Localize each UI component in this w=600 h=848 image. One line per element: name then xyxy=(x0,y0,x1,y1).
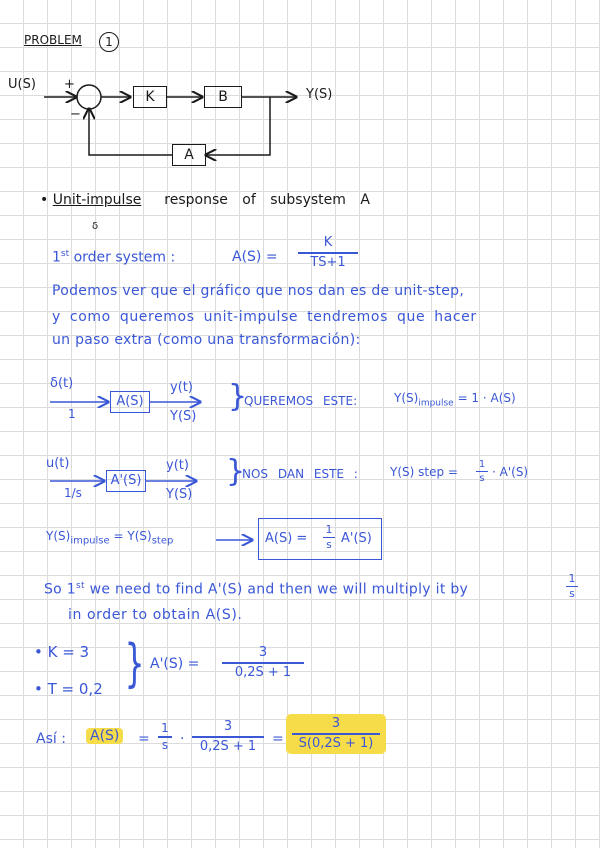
step-input-top: u(t) xyxy=(46,456,70,471)
block-k-label: K xyxy=(145,89,155,105)
spanish-line-3: un paso extra (como una transformación): xyxy=(52,332,361,348)
boxed-tail: A'(S) xyxy=(341,531,372,546)
boxed-fraction xyxy=(323,524,335,552)
so-fraction xyxy=(566,573,578,601)
spanish-line-1: Podemos ver que el gráfico que nos dan es de unit-step, xyxy=(52,283,465,299)
so-line-1 xyxy=(44,582,468,597)
first-order-sup: st xyxy=(60,249,70,259)
impulse-block-label: A(S) xyxy=(116,394,144,409)
param-k: • K = 3 xyxy=(34,643,90,661)
bullet: • xyxy=(40,192,49,208)
step-formula-lhs: Y(S) step = xyxy=(390,465,458,479)
params-brace: } xyxy=(124,634,145,694)
output-signal-label: Y(S) xyxy=(306,87,333,102)
heading-part1: Unit-impulse xyxy=(52,192,142,208)
step-statement: NOS DAN ESTE : xyxy=(242,467,358,481)
so-line1-sup: st xyxy=(76,581,85,591)
relation-lhs: Y(S) xyxy=(46,529,71,543)
params-num: 3 xyxy=(258,645,268,660)
step-out-bottom: Y(S) xyxy=(166,487,193,502)
relation-expression xyxy=(46,530,173,546)
fraction-bar xyxy=(476,471,488,472)
fraction-bar xyxy=(292,733,380,734)
step-formula-num: 1 xyxy=(478,459,486,470)
final-f3-num: 3 xyxy=(331,716,341,731)
plus-sign: + xyxy=(64,77,75,92)
step-brace: } xyxy=(226,454,246,489)
final-f1-num: 1 xyxy=(161,721,169,735)
so-frac-den: s xyxy=(569,587,575,601)
final-eq2: = xyxy=(272,731,284,747)
final-f3-den: S(0,2S + 1) xyxy=(298,735,374,751)
first-order-num: K xyxy=(323,235,333,250)
input-signal-label: U(S) xyxy=(8,77,36,92)
final-dot: · xyxy=(180,731,185,747)
so-line-2: in order to obtain A(S). xyxy=(68,607,243,623)
delta-mark: δ xyxy=(92,221,99,232)
impulse-out-bottom: Y(S) xyxy=(170,409,197,424)
first-order-rest: order system : xyxy=(73,249,176,266)
relation-rhs-sub: step xyxy=(151,535,174,547)
spanish-line-2: y como queremos unit-impulse tendremos que hacer xyxy=(52,309,477,325)
block-a-label: A xyxy=(184,147,194,163)
final-eq1: = xyxy=(138,731,150,747)
param-t: • T = 0,2 xyxy=(34,680,103,698)
step-formula-fraction xyxy=(476,459,488,484)
impulse-formula-rhs: = 1 · A(S) xyxy=(457,391,516,405)
so-frac-num: 1 xyxy=(568,572,576,585)
final-f1-den: s xyxy=(161,737,169,752)
impulse-statement: QUEREMOS ESTE: xyxy=(244,394,358,408)
final-f2-den: 0,2S + 1 xyxy=(199,738,257,754)
impulse-brace: } xyxy=(228,379,248,414)
problem-number-text: 1 xyxy=(105,35,113,49)
params-fraction xyxy=(222,646,304,680)
step-block xyxy=(106,470,146,492)
problem-title-text: PROBLEM xyxy=(24,33,82,47)
final-f2-num: 3 xyxy=(223,719,233,734)
so-line1-a: So 1 xyxy=(44,581,77,598)
step-out-top: y(t) xyxy=(166,458,189,473)
final-fraction-2 xyxy=(192,720,264,754)
block-b-label: B xyxy=(218,89,228,105)
impulse-input-top: δ(t) xyxy=(50,376,74,391)
step-formula-den: s xyxy=(479,473,485,485)
boxed-result xyxy=(258,518,382,560)
final-fraction-1 xyxy=(158,722,172,752)
impulse-out-top: y(t) xyxy=(170,380,193,395)
fraction-bar xyxy=(222,662,304,663)
boxed-num: 1 xyxy=(325,523,333,536)
impulse-formula xyxy=(394,392,516,408)
first-order-lhs: A(S) = xyxy=(232,249,278,265)
so-line1-b: we need to find A'(S) and then we will multiply it by xyxy=(89,581,469,598)
heading-part2: response of subsystem A xyxy=(164,192,370,208)
params-lhs: A'(S) = xyxy=(150,656,200,672)
first-order-one: 1 xyxy=(52,249,61,266)
impulse-input-bottom: 1 xyxy=(68,407,76,421)
boxed-lhs: A(S) = xyxy=(265,531,308,546)
boxed-den: s xyxy=(326,538,332,552)
impulse-formula-sub: impulse xyxy=(418,398,454,409)
step-input-bottom: 1/s xyxy=(64,486,82,500)
relation-eq: = Y(S) xyxy=(113,529,152,543)
step-formula-tail: · A'(S) xyxy=(492,465,529,479)
step-block-label: A'(S) xyxy=(110,473,142,488)
fraction-bar xyxy=(192,736,264,737)
first-order-den: TS+1 xyxy=(310,254,346,270)
final-lhs-highlight: A(S) xyxy=(86,728,123,744)
minus-sign: − xyxy=(70,107,81,122)
relation-lhs-sub: impulse xyxy=(70,535,110,547)
params-den: 0,2S + 1 xyxy=(234,664,292,680)
impulse-formula-lhs: Y(S) xyxy=(394,391,419,405)
final-prefix: Así : xyxy=(36,731,66,747)
final-fraction-3-highlight xyxy=(286,714,386,754)
impulse-block xyxy=(110,391,150,413)
